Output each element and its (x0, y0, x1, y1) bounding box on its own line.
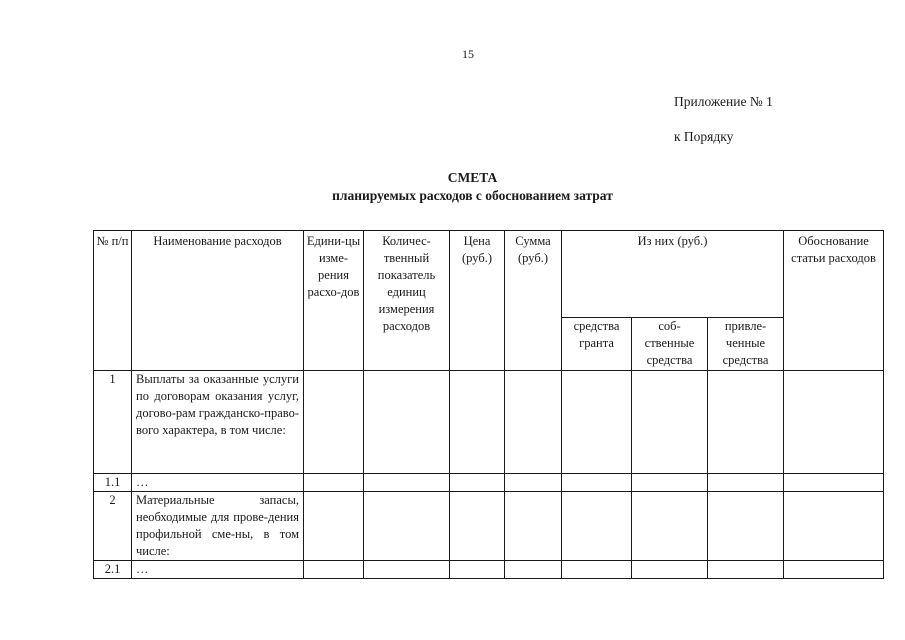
estimate-table (93, 230, 884, 579)
header-grant-funds: средства гранта (562, 318, 632, 371)
page-number: 15 (462, 47, 474, 61)
document-subtitle: планируемых расходов с обоснованием затрат (332, 188, 613, 203)
header-own-funds: соб-ственные средства (632, 318, 708, 371)
row-num: 2.1 (94, 561, 132, 579)
header-sum: Сумма (руб.) (505, 231, 562, 371)
table-row (94, 474, 884, 492)
header-of-them: Из них (руб.) (562, 231, 784, 318)
row-num: 1.1 (94, 474, 132, 492)
row-name: Материальные запасы, необходимые для прове-дения профильной сме-ны, в том числе: (132, 492, 304, 561)
appendix-label: Приложение № 1 (674, 94, 773, 109)
row-num: 2 (94, 492, 132, 561)
table-row (94, 492, 884, 561)
header-name: Наименование расходов (132, 231, 304, 371)
row-num: 1 (94, 371, 132, 474)
header-num: № п/п (94, 231, 132, 371)
header-attracted-funds: привле-ченные средства (708, 318, 784, 371)
row-name: … (132, 474, 304, 492)
table-row (94, 561, 884, 579)
row-name: Выплаты за оказанные услуги по договорам оказания услуг, догово-рам гражданско-право-вого характера, в том числе: (132, 371, 304, 474)
document-title: СМЕТА (447, 170, 498, 185)
header-unit: Едини-цы изме-рения расхо-дов (304, 231, 364, 371)
table-row (94, 371, 884, 474)
appendix-reference: к Порядку (674, 129, 734, 144)
header-justification: Обоснование статьи расходов (784, 231, 884, 371)
row-name: … (132, 561, 304, 579)
header-price: Цена (руб.) (450, 231, 505, 371)
header-quantity: Количес-твенный показатель единиц измерения расходов (364, 231, 450, 371)
